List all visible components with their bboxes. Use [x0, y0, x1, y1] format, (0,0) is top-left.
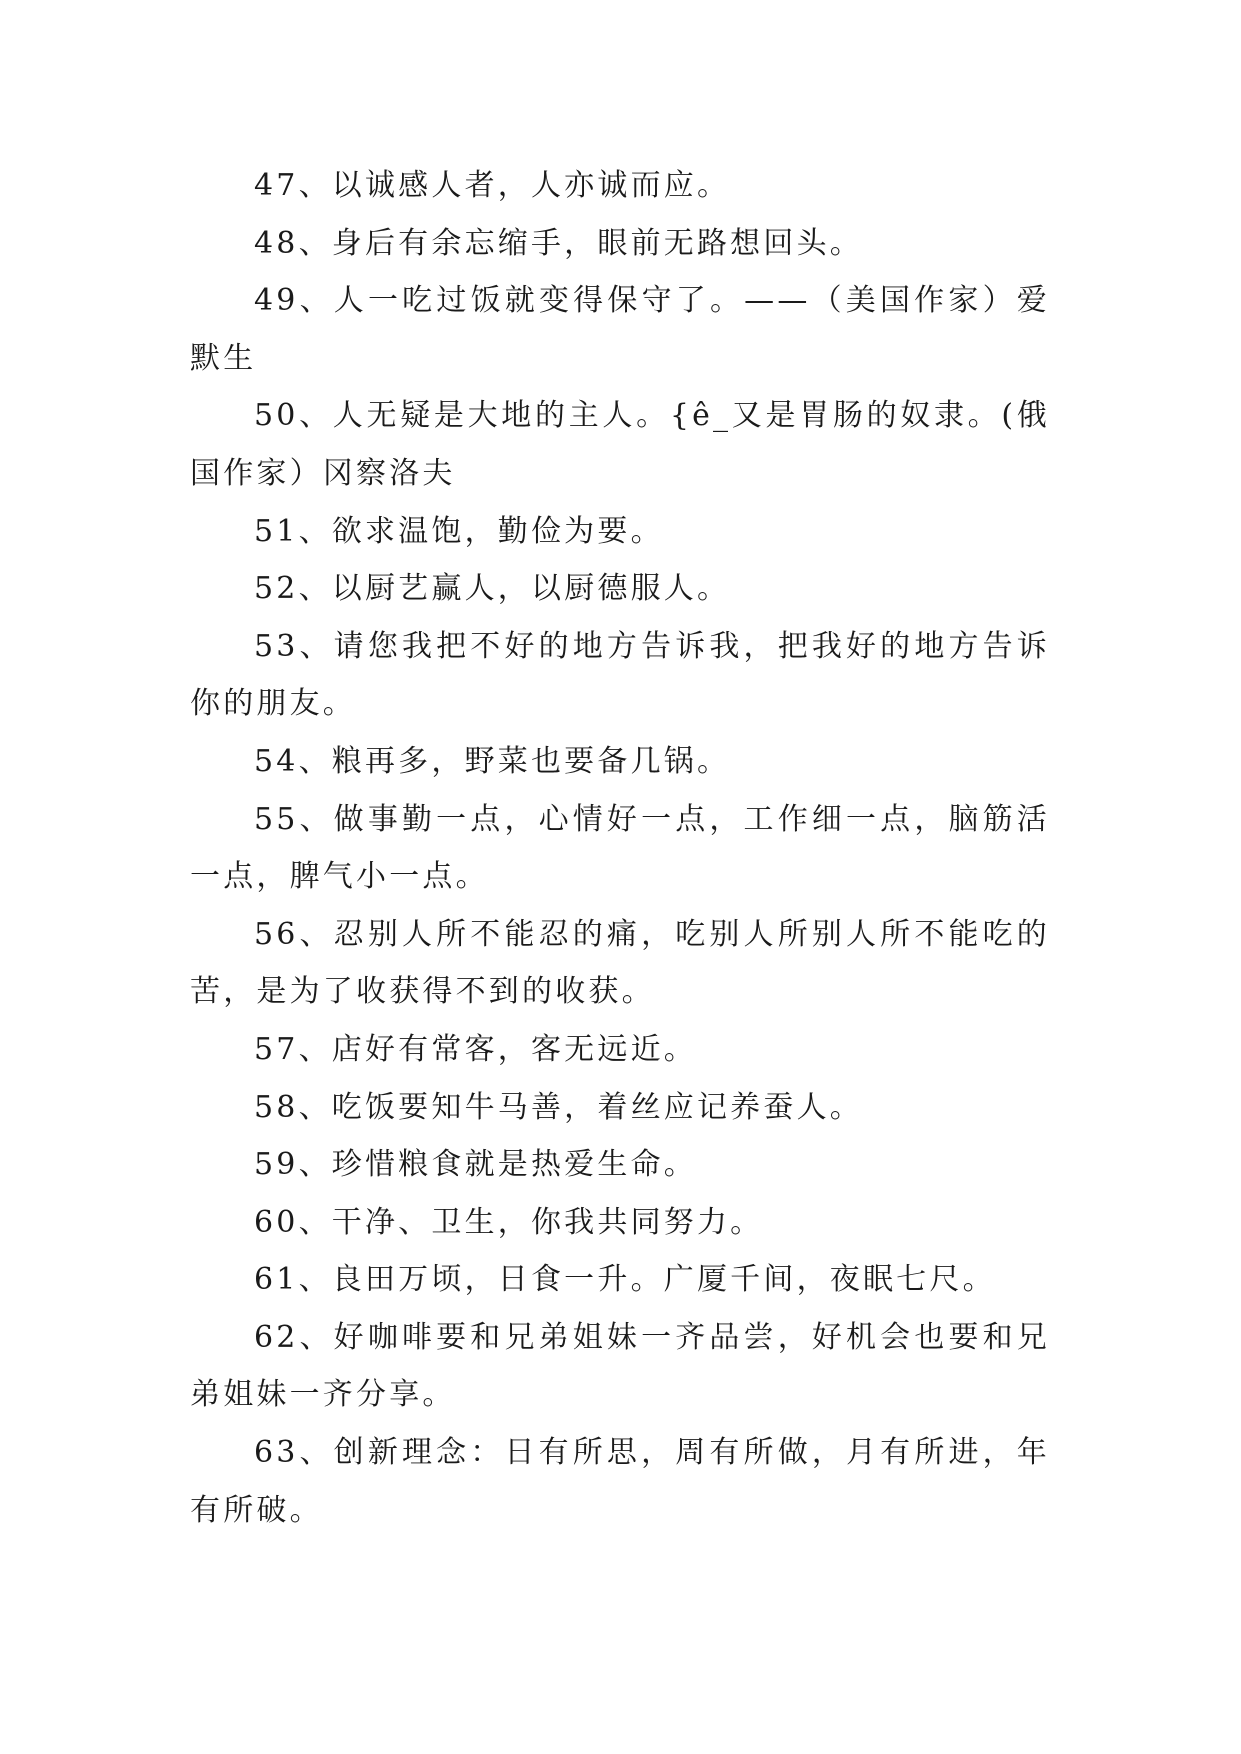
- quote-50: 50、人无疑是大地的主人。{ê_又是胃肠的奴隶。(俄国作家）冈察洛夫: [190, 398, 1050, 491]
- quote-60: 60、干净、卫生，你我共同努力。: [254, 1204, 764, 1240]
- quote-51: 51、欲求温饱，勤俭为要。: [254, 513, 664, 549]
- quote-59: 59、珍惜粮食就是热爱生命。: [254, 1147, 697, 1183]
- quote-53: 53、请您我把不好的地方告诉我，把我好的地方告诉你的朋友。: [190, 628, 1050, 722]
- quote-56: 56、忍别人所不能忍的痛，吃别人所别人所不能吃的苦，是为了收获得不到的收获。: [190, 916, 1050, 1010]
- quote-61: 61、良田万顷，日食一升。广厦千间，夜眠七尺。: [254, 1262, 996, 1298]
- quote-55: 55、做事勤一点，心情好一点，工作细一点，脑筋活一点，脾气小一点。: [190, 801, 1050, 895]
- quote-58: 58、吃饭要知牛马善，着丝应记养蚕人。: [254, 1089, 863, 1125]
- quote-49: 49、人一吃过饭就变得保守了。——（美国作家）爱默生: [190, 283, 1050, 376]
- quote-62: 62、好咖啡要和兄弟姐妹一齐品尝，好机会也要和兄弟姐妹一齐分享。: [190, 1319, 1050, 1413]
- quote-48: 48、身后有余忘缩手，眼前无路想回头。: [254, 225, 863, 261]
- quote-54: 54、粮再多，野菜也要备几锅。: [254, 743, 731, 779]
- quote-57: 57、店好有常客，客无远近。: [254, 1031, 697, 1067]
- quote-63: 63、创新理念：日有所思，周有所做，月有所进，年有所破。: [190, 1435, 1050, 1528]
- document-page: [190, 157, 1050, 1539]
- quote-52: 52、以厨艺赢人，以厨德服人。: [254, 571, 731, 607]
- quote-47: 47、以诚感人者，人亦诚而应。: [254, 168, 731, 203]
